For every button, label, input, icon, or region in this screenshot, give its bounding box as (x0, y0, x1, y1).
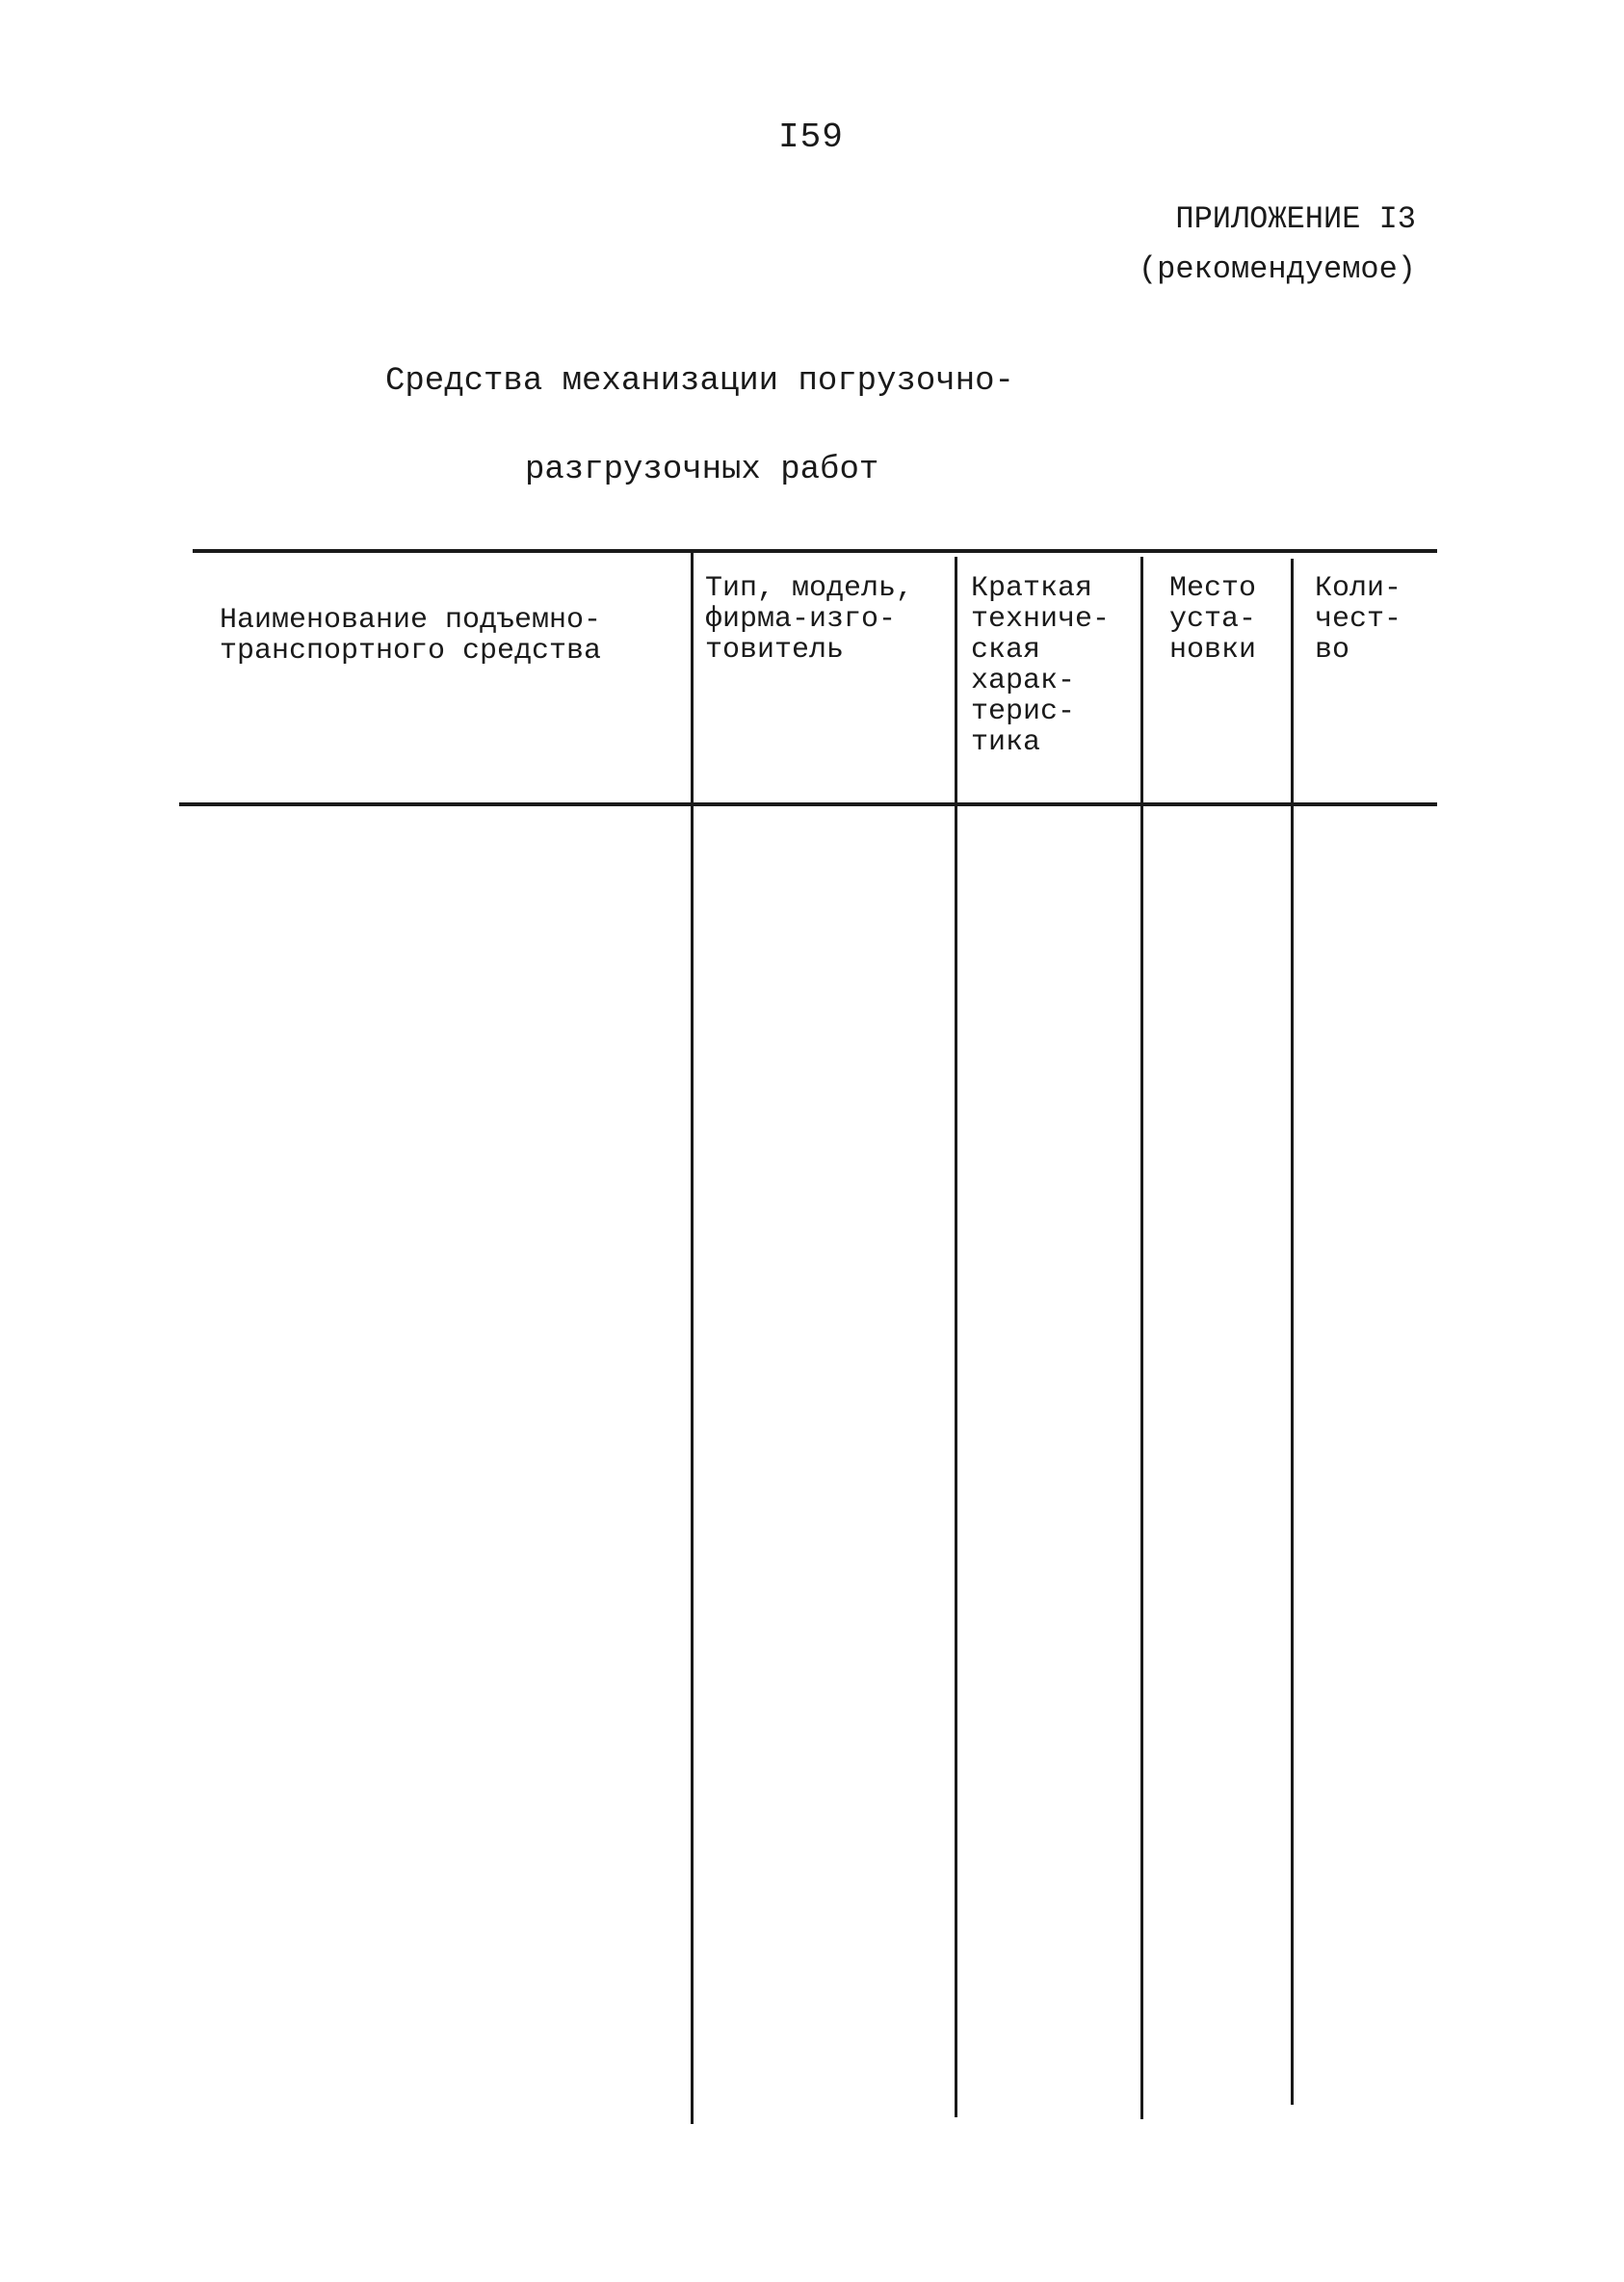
title-line-1: Средства механизации погрузочно- (385, 363, 1014, 400)
table-header-cell: Наименование подъемно- транспортного средства (220, 604, 602, 668)
table-header-cell: Место уста- новки (1169, 572, 1257, 667)
column-divider-2 (955, 557, 957, 2117)
table-header-cell: Тип, модель, фирма-изго- товитель (705, 572, 914, 667)
appendix-label: ПРИЛОЖЕНИЕ I3 (1175, 201, 1416, 237)
document-title (385, 337, 1079, 514)
table-header-cell: Коли- чест- во (1315, 572, 1402, 667)
appendix-note: (рекомендуемое) (1138, 251, 1416, 287)
table-header-cell: Краткая техниче- ская харак- терис- тика (971, 572, 1111, 759)
table-top-rule (193, 549, 1437, 553)
column-divider-3 (1140, 557, 1143, 2119)
appendix-block (1088, 195, 1416, 295)
table-header-rule (179, 802, 1437, 806)
page-number: I59 (778, 118, 844, 157)
column-divider-4 (1291, 559, 1294, 2105)
title-line-2: разгрузочных работ (525, 452, 879, 488)
column-divider-1 (691, 552, 694, 2124)
